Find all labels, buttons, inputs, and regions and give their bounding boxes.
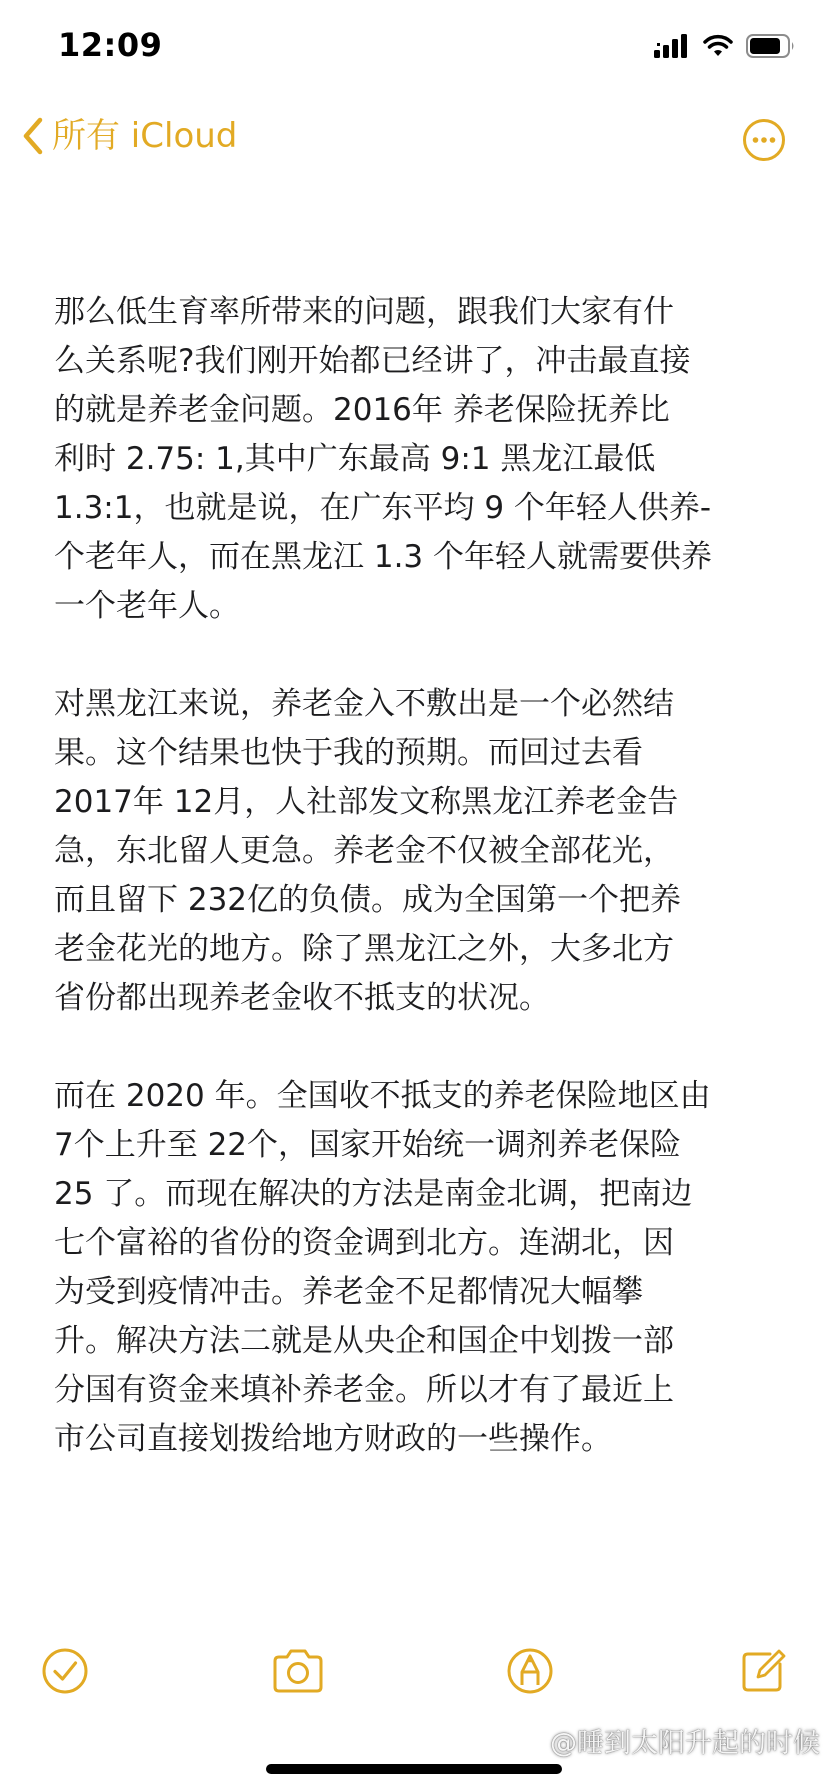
note-paragraph: 而在 2020 年。全国收不抵支的养老保险地区由 7个上升至 22个，国家开始统一调剂养老保险 25 了。而现在解决的方法是南金北调，把南边 七个富裕的省份的资金调到北方。连湖北，因 为受到疫情冲击。养老金不足都情况大幅攀 升。解决方法二就是从央企和国企中划拨一部 分国有资金来填补养老金。所以才有了最近上 市公司直接划拨给地方财政的一些操作。 bbox=[54, 1078, 711, 1457]
back-button[interactable] bbox=[22, 114, 237, 158]
note-body[interactable] bbox=[54, 288, 774, 1513]
camera-icon bbox=[270, 1646, 326, 1696]
checklist-button[interactable] bbox=[40, 1646, 90, 1696]
home-indicator bbox=[266, 1764, 562, 1774]
status-bar bbox=[0, 0, 828, 92]
chevron-left-icon bbox=[22, 117, 44, 155]
markup-icon bbox=[505, 1646, 555, 1696]
cellular-signal-icon bbox=[654, 34, 690, 58]
watermark-text: @睡到太阳升起的时候 bbox=[550, 1728, 820, 1759]
more-icon bbox=[742, 118, 786, 162]
camera-button[interactable] bbox=[270, 1646, 320, 1696]
compose-button[interactable] bbox=[738, 1646, 788, 1696]
battery-icon bbox=[746, 34, 796, 58]
nav-bar bbox=[0, 100, 828, 180]
status-icons bbox=[654, 34, 796, 58]
status-time: 12:09 bbox=[58, 26, 163, 64]
markup-button[interactable] bbox=[505, 1646, 555, 1696]
checklist-icon bbox=[40, 1646, 90, 1696]
compose-icon bbox=[738, 1646, 788, 1696]
watermark bbox=[550, 1721, 820, 1760]
back-label: 所有 iCloud bbox=[52, 116, 238, 156]
note-paragraph: 那么低生育率所带来的问题，跟我们大家有什 么关系呢?我们刚开始都已经讲了，冲击最直接 的就是养老金问题。2016年 养老保险抚养比 利时 2.75: 1,其中广东最高 9:1 黑龙江最低 1.3:1，也就是说，在广东平均 9 个年轻人供养- 个老年人，而在黑龙江 1.3 个年轻人就需要供养 一个老年人。 bbox=[54, 294, 713, 624]
bottom-toolbar bbox=[0, 1640, 828, 1720]
more-button[interactable] bbox=[742, 118, 786, 162]
note-paragraph: 对黑龙江来说，养老金入不敷出是一个必然结 果。这个结果也快于我的预期。而回过去看 2017年 12月，人社部发文称黑龙江养老金告 急，东北留人更急。养老金不仅被全部花光， 而且留下 232亿的负债。成为全国第一个把养 老金花光的地方。除了黑龙江之外，大多北方 省份都出现养老金收不抵支的状况。 bbox=[54, 686, 682, 1016]
wifi-icon bbox=[702, 34, 734, 58]
